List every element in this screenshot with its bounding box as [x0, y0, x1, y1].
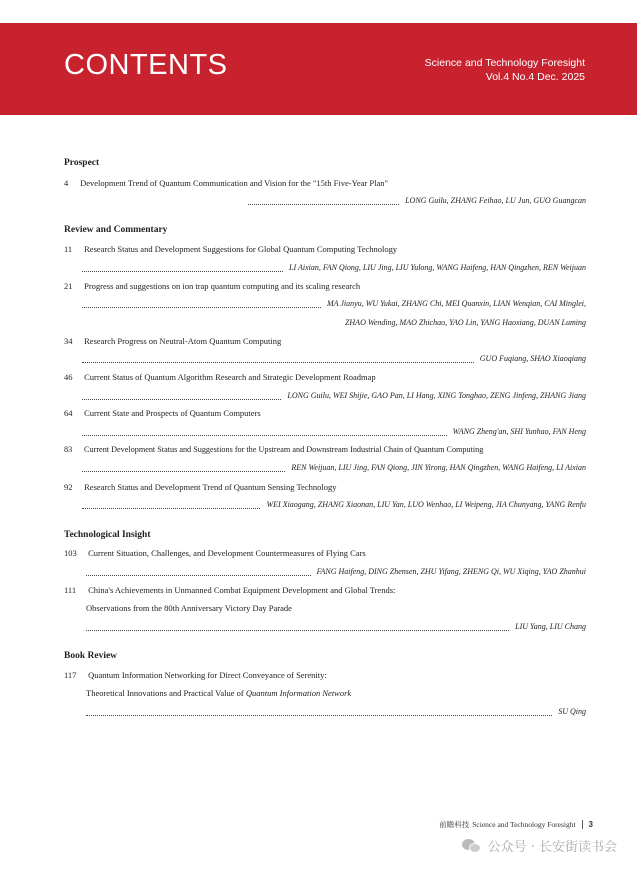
author-line [64, 704, 586, 716]
article-title: Current State and Prospects of Quantum Computers [84, 408, 261, 418]
article-title: Current Situation, Challenges, and Development Countermeasures of Flying Cars [88, 548, 366, 558]
page-title: CONTENTS [64, 49, 228, 81]
authors: FANG Haifeng, DING Zhensen, ZHU Yifang, ZHENG Qi, WU Xiqing, YAO Zhanhui [316, 567, 586, 576]
article-title: Current Development Status and Suggestions for the Upstream and Downstream Industrial Chain of Quantum Computing [84, 445, 484, 454]
toc-entry[interactable] [64, 372, 586, 382]
leader-dots [82, 302, 321, 308]
toc-entry[interactable] [64, 336, 586, 346]
toc-entry[interactable] [64, 281, 586, 291]
page-number: 46 [64, 372, 73, 382]
article-title: Development Trend of Quantum Communication and Vision for the "15th Five-Year Plan" [80, 178, 388, 188]
authors: MA Jianyu, WU Yukai, ZHANG Chi, MEI Quanxin, LIAN Wenqian, CAI Minglei, [326, 299, 586, 308]
watermark [462, 836, 617, 855]
toc-entry[interactable] [64, 445, 586, 454]
authors: WANG Zheng'an, SHI Yunhao, FAN Heng [452, 427, 586, 436]
journal-name: Science and Technology Foresight [424, 57, 585, 69]
author-line [64, 460, 586, 472]
author-line [64, 497, 586, 509]
authors: WEI Xiaogang, ZHANG Xiaonan, LIU Yan, LUO Wenhao, LI Weipeng, JIA Chunyang, YANG Renfu [266, 500, 586, 509]
authors: REN Weijuan, LIU Jing, FAN Qiong, JIN Yirong, HAN Qingzhen, WANG Haifeng, LI Aixian [291, 463, 586, 472]
leader-dots [82, 266, 283, 272]
toc-entry[interactable] [64, 408, 586, 418]
toc-entry[interactable] [64, 548, 586, 558]
footer-divider [582, 820, 583, 829]
article-subtitle: Observations from the 80th Anniversary Victory Day Parade [86, 603, 292, 613]
journal-name-cn: 前瞻科技 [439, 820, 470, 829]
author-line [64, 193, 586, 205]
toc-entry[interactable] [64, 670, 586, 680]
page-number: 4 [64, 178, 69, 188]
toc-entry[interactable] [64, 178, 586, 188]
watermark-text: 公众号 · 长安街读书会 [487, 840, 617, 855]
authors: LIU Yang, LIU Chang [515, 622, 586, 631]
toc-entry[interactable] [64, 585, 586, 595]
authors: GUO Fuqiang, SHAO Xiaoqiang [479, 354, 586, 363]
journal-meta [425, 56, 585, 84]
wechat-icon [462, 838, 482, 854]
section-heading-book-review: Book Review [64, 651, 118, 661]
author-line [64, 388, 586, 400]
toc-entry[interactable] [64, 244, 586, 254]
article-title: Research Progress on Neutral-Atom Quantum Computing [84, 336, 282, 346]
leader-dots [86, 625, 509, 631]
page-number: 103 [64, 548, 77, 558]
leader-dots [86, 710, 552, 716]
page-number: 34 [64, 336, 73, 346]
article-title: China's Achievements in Unmanned Combat Equipment Development and Global Trends: [88, 585, 396, 595]
page-number: 111 [64, 585, 77, 595]
author-line [64, 564, 586, 576]
authors: SU Qing [558, 707, 586, 716]
article-title: Current Status of Quantum Algorithm Research and Strategic Development Roadmap [84, 372, 376, 382]
author-line [64, 424, 586, 436]
section-heading-review: Review and Commentary [64, 225, 168, 235]
book-title: Quantum Information Network [245, 688, 352, 698]
authors: LI Aixian, FAN Qiong, LIU Jing, LIU Yulong, WANG Haifeng, HAN Qingzhen, REN Weijuan [289, 263, 586, 272]
section-heading-prospect: Prospect [64, 158, 100, 168]
page-number: 64 [64, 408, 73, 418]
author-line [64, 351, 586, 363]
leader-dots [82, 394, 281, 400]
issue-info: Vol.4 No.4 Dec. 2025 [485, 71, 585, 83]
leader-dots [82, 430, 447, 436]
subtitle-text: Theoretical Innovations and Practical Value of [86, 688, 246, 698]
leader-dots [82, 357, 474, 363]
page-number: 11 [64, 244, 73, 254]
article-subtitle [86, 688, 586, 698]
journal-name-en: Science and Technology Foresight [472, 820, 576, 829]
article-title: Research Status and Development Trend of Quantum Sensing Technology [84, 482, 337, 492]
section-heading-insight: Technological Insight [64, 530, 151, 540]
leader-dots [248, 199, 399, 205]
leader-dots [82, 466, 285, 472]
author-line [64, 260, 586, 272]
authors-continued: ZHAO Wending, MAO Zhichao, YAO Lin, YANG Haoxiang, DUAN Luming [344, 318, 586, 327]
toc-entry[interactable] [64, 482, 586, 492]
page-footer [439, 819, 593, 830]
article-title: Research Status and Development Suggestions for Global Quantum Computing Technology [84, 244, 398, 254]
page-number: 21 [64, 281, 73, 291]
article-title: Quantum Information Networking for Direct Conveyance of Serenity: [88, 670, 327, 680]
page-number: 83 [64, 445, 73, 454]
page-number: 92 [64, 482, 73, 492]
page-number: 117 [64, 670, 77, 680]
author-line [64, 619, 586, 631]
authors: LONG Guilu, WEI Shijie, GAO Pan, LI Hang, XING Tonghao, ZENG Jinfeng, ZHANG Jiang [287, 391, 586, 400]
authors: LONG Guilu, ZHANG Feihao, LU Jun, GUO Guangcan [405, 196, 586, 205]
page-number-footer: 3 [588, 820, 593, 829]
article-title: Progress and suggestions on ion trap quantum computing and its scaling research [84, 281, 361, 291]
leader-dots [86, 570, 311, 576]
leader-dots [82, 503, 260, 509]
author-line [64, 296, 586, 308]
